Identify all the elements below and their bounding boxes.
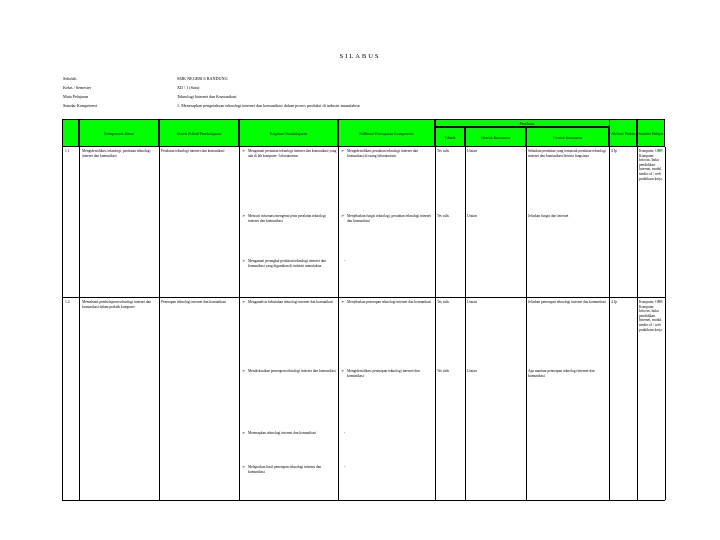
grid-line [665, 147, 666, 500]
arrow-bullet-icon: ➢ [341, 300, 345, 304]
indikator-text: - [344, 431, 346, 435]
kegiatan-item [242, 431, 337, 436]
kompetensi-dasar-text: Mengidentifikasi teknologi, peralatan teknologi internet dan komunikasi [82, 149, 151, 158]
kompetensi-dasar-text: Memahami pembelajaran teknologi internet dan komunikasi dalam praktek komputer [82, 300, 152, 309]
kegiatan-text: Menerapkan teknologi internet dan komunikasi [248, 431, 317, 435]
sumber-text: Komputer, OHP, Komputer, Infocus, buku pendidikan. Internet, modul, media cd / web praktikum kerja [639, 149, 663, 181]
header-kegiatan: Kegiatan Pembelajaran [239, 119, 338, 147]
meta-value-sk: 1. Menerapkan pengetahuan teknologi internet dan komunikasi dalam proses produksi di industri manufaktur [177, 103, 360, 108]
row-number: 1.1 [65, 149, 70, 153]
kegiatan-item [242, 214, 337, 223]
grid-line [435, 147, 436, 500]
alokasi-text: 4 Jp [611, 149, 617, 153]
header-sumber: Sumber Belajar [637, 119, 665, 147]
indikator-item [341, 300, 434, 305]
arrow-bullet-icon: ➢ [341, 369, 345, 373]
bentuk-text: Uraian [467, 300, 477, 304]
indikator-text: Menjelaskan penerapan teknologi internet dan komunikasi [347, 300, 432, 304]
grid-line [465, 147, 466, 500]
bentuk-text: Uraian [467, 214, 477, 218]
teknik-text: Tes tulis [437, 214, 450, 218]
arrow-bullet-icon: ➢ [242, 259, 246, 263]
kegiatan-item [242, 369, 337, 374]
arrow-bullet-icon: ➢ [242, 431, 246, 435]
kegiatan-text: Mendiskusikan penerapan teknologi internet dan komunikasi [248, 369, 336, 373]
grid-line [239, 147, 240, 500]
contoh-text: Jelaskan penerapan teknologi internet dan komunikasi [528, 300, 606, 304]
grid-line [159, 147, 160, 500]
sumber-text: Komputer, OHP, Komputer, Infocus, buku pendidikan. Internet, modul, media cd / web praktikum kerja [639, 300, 663, 332]
header-contoh: Contoh Instrumen [526, 127, 609, 147]
kegiatan-text: Mengamati perangkat peralatan teknologi internet dan komunikasi yang digunakan di industri manufaktur [248, 259, 326, 268]
indikator-item [341, 369, 434, 378]
contoh-text: Apa manfaat penerapan teknologi internet dan komunikasi [528, 369, 595, 378]
meta-value-sekolah: SMK NEGERI 6 BANDUNG [177, 76, 228, 81]
indikator-text: - [344, 259, 346, 263]
materi-text: Penerapan teknologi internet dan komunikasi [161, 300, 227, 304]
meta-label-sk: Standar Kompetensi [63, 103, 98, 108]
kegiatan-text: Menganalisis kebutuhan teknologi internet dan komunikasi [248, 300, 334, 304]
header-kompetensi-dasar: Kompetensi Dasar [79, 119, 159, 147]
indikator-text: Mengidentifikasi peralatan teknologi internet dan komunikasi di ruang laboratorium [347, 149, 419, 158]
meta-label-mapel: Mata Pelajaran [63, 94, 89, 99]
grid-line [609, 147, 610, 500]
arrow-bullet-icon: ➢ [341, 214, 345, 218]
header-indikator: Indikator Pencapaian Kompetensi [338, 119, 435, 147]
bentuk-text: Uraian [467, 149, 477, 153]
header-teknik: Teknik [435, 127, 465, 147]
meta-value-mapel: Teknologi Internet dan Komunikasi [177, 94, 237, 99]
arrow-bullet-icon: ➢ [242, 465, 246, 469]
materi-text: Peralatan teknologi internet dan komunikasi [161, 149, 225, 153]
contoh-text: Sebutkan peralatan yang termasuk peralatan teknologi internet dan komunikasi beserta fungsinya [528, 149, 606, 158]
meta-label-sekolah: Sekolah [63, 76, 77, 81]
indikator-item [341, 149, 434, 158]
teknik-text: Tes tulis [437, 149, 450, 153]
row-number: 1.2 [65, 300, 70, 304]
teknik-text: Tes tulis [437, 300, 450, 304]
grid-line [62, 500, 665, 501]
kegiatan-item [242, 149, 337, 158]
bentuk-text: Uraian [467, 369, 477, 373]
arrow-bullet-icon: ➢ [242, 369, 246, 373]
header-no [62, 119, 79, 147]
kegiatan-text: Mencari informasi mengenai jenis peralatan teknologi internet dan komunikasi [248, 214, 326, 223]
arrow-bullet-icon: ➢ [242, 149, 246, 153]
contoh-text: Jelaskan fungsi dari internet [528, 214, 569, 218]
arrow-bullet-icon: ➢ [242, 214, 246, 218]
page-title: SILABUS [339, 53, 381, 60]
silabus-table [62, 119, 665, 500]
meta-value-kelas: XII / 1 (Satu) [177, 85, 200, 90]
indikator-text: Menjelaskan fungsi teknologi, peralatan teknologi internet dan komunikasi [347, 214, 432, 223]
kegiatan-text: Melaporkan hasil penerapan teknologi internet dan komunikasi [248, 465, 322, 474]
indikator-text: - [344, 465, 346, 469]
grid-line [526, 147, 527, 500]
kegiatan-item [242, 465, 337, 474]
header-materi: Materi Pokok/Pembelajaran [159, 119, 239, 147]
header-penilaian: Penilaian [435, 119, 619, 127]
kegiatan-item [242, 259, 337, 268]
header-alokasi: Alokasi Waktu [609, 119, 637, 147]
grid-line [637, 147, 638, 500]
alokasi-text: 4 Jp [611, 300, 617, 304]
meta-label-kelas: Kelas / Semester [63, 85, 92, 90]
grid-line [79, 147, 80, 500]
indikator-item [341, 214, 434, 223]
kegiatan-item [242, 300, 337, 305]
arrow-bullet-icon: ➢ [341, 149, 345, 153]
arrow-bullet-icon: ➢ [242, 300, 246, 304]
teknik-text: Tes tulis [437, 369, 450, 373]
kegiatan-text: Mengamati peralatan teknologi internet dan komunikasi yang ada di lab komputer / laboratorium [248, 149, 337, 158]
indikator-text: Mengidentifikasi penerapan teknologi internet dan komunikasi [347, 369, 420, 378]
header-bentuk: Bentuk Instrumen [465, 127, 526, 147]
grid-line [62, 297, 665, 298]
grid-line [338, 147, 339, 500]
grid-line [62, 147, 63, 500]
